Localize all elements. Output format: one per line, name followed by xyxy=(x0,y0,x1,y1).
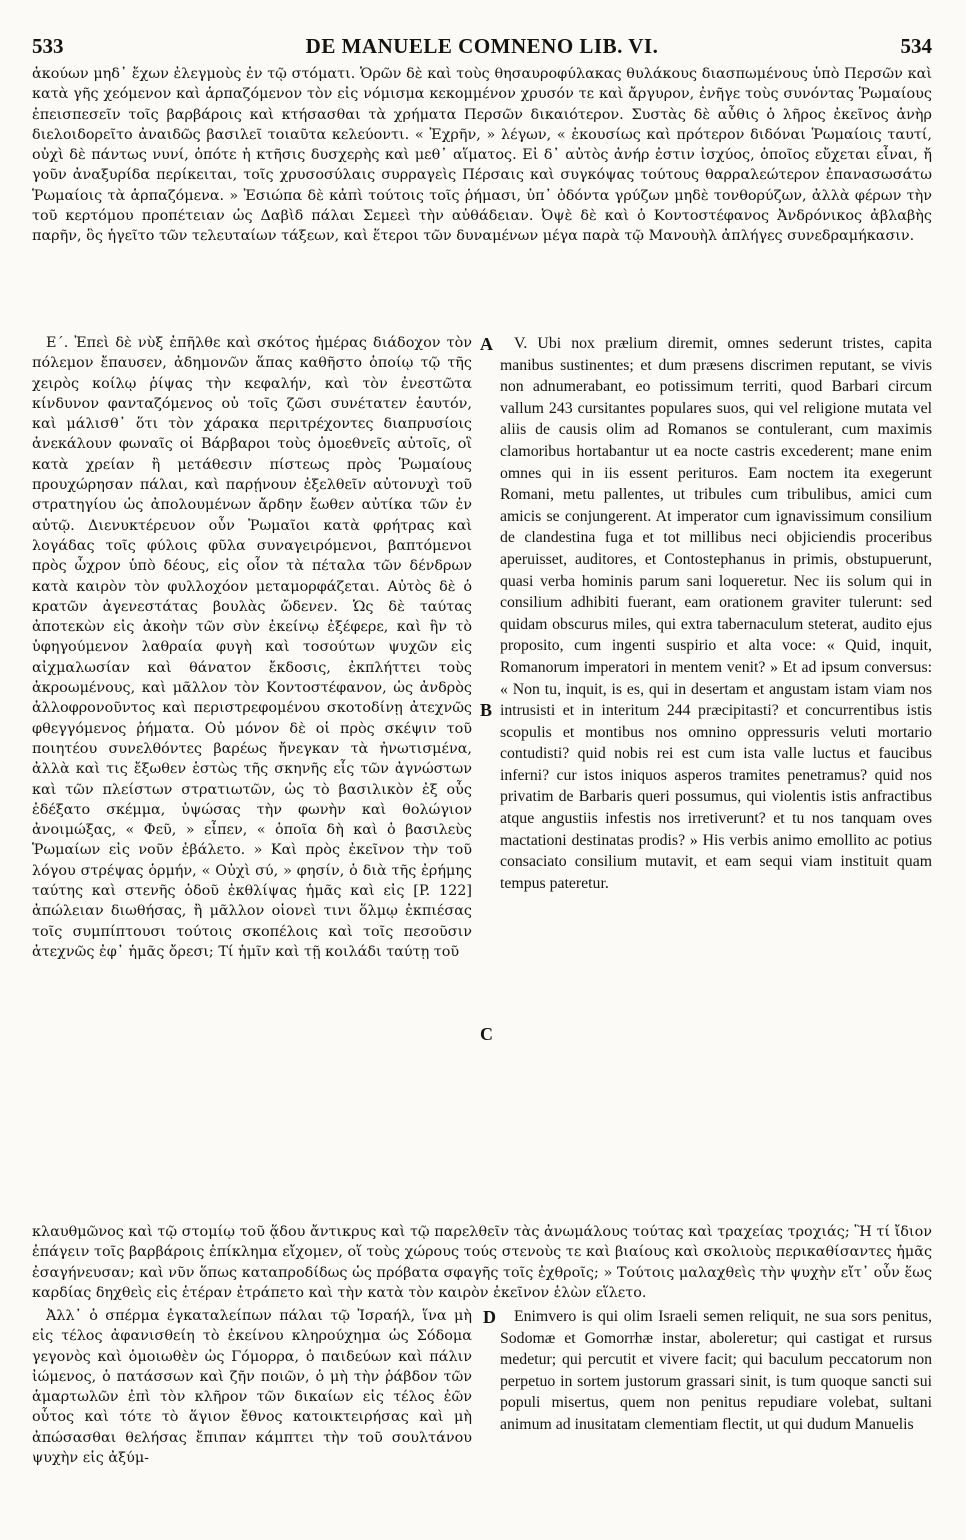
page-header xyxy=(32,34,932,60)
margin-marker-c: C xyxy=(480,1024,493,1044)
top-greek-paragraph: ἀκούων μηδ᾽ ἔχων ἐλεγμοὺς ἐν τῷ στόματι. Ὁρῶν δὲ καὶ τοὺς θησαυροφύλακας θυλάκους διασπωμένους ὑπὸ Περσῶν καὶ κατὰ γῆς χεόμενον καὶ ἁρπαζόμενον τὸν εἰς νόμισμα κεκομμένον χρυσόν τε καὶ ἄργυρον, ἐνῆγε τοὺς συνόντας Ῥωμαίους ἐπεισπεσεῖν τοῖς βαρβάροις καὶ κτήσασθαι τὰ χρήματα Περσῶν δικαιότερον. Συστὰς δὲ αὖθις ὁ λῆρος ἐκεῖνος ἀνὴρ διελοιδορεῖτο ἀναιδῶς βασιλεῖ τοιαῦτα κελεύοντι. « Ἐχρῆν, » λέγων, « ἑκουσίως καὶ πρότερον διδόναι Ῥωμαίοις ταυτί, οὐχὶ δὲ πάντως νυνί, ὁπότε ἡ κτῆσις δυσχερὴς καὶ μεθ᾽ αἵματος. Εἰ δ᾽ αὐτὸς ἀνήρ ἐστιν ἰσχύος, ὁποῖος εὔχεται εἶναι, ἤ γοῦν ἀναξυρίδα περίκειται, τοῖς χρυσοσύλαις συρραγεὶς Πέρσαις καὶ συγκόψας τούτους θαρραλεώτερον ἐπανασωσάτω Ῥωμαίοις τὰ ἁρπαζόμενα. » Ἐσιώπα δὲ κἀπὶ τούτοις τοῖς ῥήμασι, ὑπ᾽ ὀδόντα γρύζων μηδὲ τονθορύζων, ἀλλὰ φέρων τὴν τοῦ κερτόμου προπέτειαν ὡς Δαβὶδ πάλαι Σεμεεὶ τὴν αὐθάδειαν. Ὀψὲ δὲ καὶ ὁ Κοντοστέφανος Ἀνδρόνικος ἀβλαβὴς παρῆν, ὃς ἡγεῖτο τῶν τελευταίων τάξεων, καὶ ἕτεροι τῶν δυναμένων μέγα παρὰ τῷ Μανουὴλ ἀπλήγες συνεδραμήκασιν. xyxy=(32,66,932,245)
page-number-left: 533 xyxy=(32,34,64,58)
greek-continuation-paragraph: κλαυθμῶνος καὶ τῷ στομίῳ τοῦ ᾅδου ἄντικρυς καὶ τῷ παρελθεῖν τὰς ἀνωμάλους τούτας καὶ τραχείας τροχιάς; Ἢ τί ἴδιον ἐπάγειν τοῖς βαρβάροις ἐπίκλημα εἴχομεν, οἵ τοὺς χώρους τούς στενοὺς τε καὶ βιαίους καὶ σκολιοὺς περικαθίσαντες ἡμᾶς ἐσαγήνευσαν; καὶ νῦν ὅπως καταπροδίδως ὡς πρόβατα σφαγῆς τοῖς ἐχθροῖς; » Τούτοις μαλαχθεὶς τὴν ψυχὴν εἴτ᾽ οὖν ἕως καρδίας δηχθεὶς εἰς ἑτέραν ἐτράπετο καὶ τὴν κατὰ τὸν καιρὸν ἐκεῖνον ἑλὼν εἵλετο. xyxy=(32,1224,932,1301)
margin-marker-a: A xyxy=(480,334,493,354)
greek-paragraph-section-5: Ε΄. Ἐπεὶ δὲ νὺξ ἐπῆλθε καὶ σκότος ἡμέρας διάδοχον τὸν πόλεμον ἔπαυσεν, ἀδημονῶν ἅπας καθῆστο ὁποίῳ τῷ τῆς χειρὸς κοίλῳ ῥίψας τὴν κεφαλήν, καὶ τὸν ἐνεστῶτα κίνδυνον φανταζόμενος οὐ τοῖς ζῶσι συνέτατεν ἑαυτόν, καὶ μάλισθ᾽ ὅτι τὸν χάρακα περιτρέχοντες διαπρυσίοις ἀνεκάλουν φωναῖς οἱ Βάρβαροι τοὺς ὁμοεθνεῖς αὐτοῖς, οἳ κατὰ χρείαν ἢ μετάθεσιν πίστεως πρὸς Ῥωμαίους προυχώρησαν πάλαι, καὶ παρῄνουν ἐξελθεῖν αὐτονυχὶ τοῦ στρατηγίου ὡς ἀπολουμένων ἄρδην ἔωθεν αὐτίκα τῶν ἐν αὐτῷ. Διενυκτέρευον οὖν Ῥωμαῖοι κατὰ φρήτρας καὶ λογάδας τοῖς φύλοις φῦλα συναγειρόμενοι, βαπτόμενοι πρὸς ὦχρον ὑπὸ δέους, εἰς οἷον τὰ πέταλα τῶν δένδρων κατὰ καιρὸν τὸν φυλλοχόον μεταμορφάζεται. Αὐτὸς δὲ ὁ κρατῶν ἀγενεστάτας βουλὰς ὤδενεν. Ὡς δὲ ταύτας ἀποτεκὼν εἰς ἀκοὴν τῶν σὺν ἐκείνῳ ἐξέφερε, καὶ ἣν τὸ ὑφηγούμενον λαθραία φυγὴ καὶ τοσούτων ψυχῶν εἰς αἰχμαλωσίαν καὶ θάνατον ἔκδοσις, ἐκπλήττει τοὺς ἀκροωμένους, καὶ μᾶλλον τὸν Κοντοστέφανον, ὡς ἀνδρὸς ἀλλοφρονοῦντος καὶ περιστρεφομένου σκοτοδίνῃ ἀτεχνῶς φθεγγόμενος ῥήματα. Οὐ μόνον δὲ οἱ πρὸς σκέψιν τοῦ ποιητέου συνελθόντες βαρέως ἤνεγκαν τὰ ἠνωτισμένα, ἀλλὰ καὶ τις ἔξωθεν ἑστὼς τῆς σκηνῆς εἷς τῶν ἀγνώστων καὶ τῶν πλείστων στρατιωτῶν, ὡς τὸ βασιλικὸν ἐξ οὗς ἐδέξατο σκέμμα, ὑψώσας τὴν φωνὴν καὶ θολώγιον ἀνοιμώξας, « Φεῦ, » εἶπεν, « ὁποῖα δὴ καὶ ὁ βασιλεὺς Ῥωμαίων εἰς νοῦν ἐβάλετο. » Καὶ πρὸς ἐκεῖνον τὴν τοῦ λόγου στρέψας ὁρμήν, « Οὐχὶ σύ, » φησίν, ὁ διὰ τῆς ἐρήμης ταύτης καὶ στενῆς ὁδοῦ ἐκθλίψας ἡμᾶς καὶ εἰς [P. 122] ἀπώλειαν διωθήσας, ἢ μᾶλλον οἱονεὶ τινι ὅλμῳ ἐκπιέσας τοῖς συμπίπτουσι τούτοις σκοπέλοις καὶ τοῖς πεσοῦσιν ἀτεχνῶς ἐφ᾽ ἡμᾶς ὄρεσι; Τί ἡμῖν καὶ τῇ κοιλάδι ταύτῃ τοῦ xyxy=(32,335,472,960)
latin-column-section-5 xyxy=(500,333,932,894)
latin-paragraph-section-5: V. Ubi nox prælium diremit, omnes sederunt tristes, capita manibus sustinentes; et dum præsens discrimen reputant, se vivis non adnumerabant, eo potissimum territi, quod Barbari circum vallum 243 cursitantes populares suos, qui vel religione mutata vel aliis de causis olim ad Romanos se contulerant, cum maximis clamoribus hortabantur ut ea nocte castris excederent; mane enim omnes qui in iis essent perituros. Eam noctem ita exegerunt Romani, metu pallentes, ut tribules cum tribulibus, amici cum amicis se conjungerent. At imperator cum ignavissimum consilium de clandestina fuga et tot millibus neci objiciendis proceribus aperuisset, auditores, et Contostephanus in primis, obstupuerunt, quasi verba hominis parum sani loqueretur. Nec iis solum qui in consilium adhibiti fuerant, eam orationem graviter tulerunt: sed quidam obscurus miles, qui extra tabernaculum steterat, audito ejus proposito, cum ingenti suspirio et alta voce: « Quid, inquit, Romanorum imperatori in mentem venit? » Et ad ipsum conversus: « Non tu, inquit, is es, qui in desertam et angustam istam viam nos intrusisti et in interitum 244 præcipitasti? et concurrentibus istis scopulis et montibus nos omnino oppressuris veluti mortario contudisti? quid nobis rei est cum ista valle luctus et faucibus inferni? cur istos iniquos asperos tramites penetramus? quid nos privatim de Barbaris queri possumus, qui violentis istis anfractibus atque angustiis infestis nos irretiverunt? et tu nos tanquam oves mactationi destinatas prodis? » His verbis animo emollito ac potius consaciato consilium mutavit, et eam sequi viam instituit quam tempus pateretur. xyxy=(500,335,932,892)
margin-marker-d: D xyxy=(483,1307,496,1327)
greek-column-lower xyxy=(32,1306,472,1468)
greek-column-section-5 xyxy=(32,333,472,962)
greek-full-width-continuation xyxy=(32,1222,932,1303)
page-number-right: 534 xyxy=(900,34,932,58)
running-title: DE MANUELE COMNENO LIB. VI. xyxy=(305,34,659,58)
greek-paragraph-lower: Ἀλλ᾽ ὁ σπέρμα ἐγκαταλείπων πάλαι τῷ Ἰσραήλ, ἵνα μὴ εἰς τέλος ἀφανισθείη τὸ ἐκείνου κληρούχημα ὡς Σόδομα γεγονὸς καὶ ὁμοιωθὲν ὡς Γόμορρα, ὁ παιδεύων καὶ πάλιν ἰώμενος, ὁ πατάσσων καὶ ζῆν ποιῶν, ὁ μὴ τὴν ῥάβδον τῶν ἁμαρτωλῶν ἐπὶ τὸν κλῆρον τῶν δικαίων εἰς τέλος ἐῶν οὗτος καὶ τότε τὸ ἅγιον ἔθνος κατοικτειρήσας καὶ μὴ ἀπώσασθαι θελήσας ἔπιπαν κάμπτει τὴν τοῦ σουλτάνου ψυχὴν εἰς ἀξύμ- xyxy=(32,1308,472,1467)
margin-marker-b: B xyxy=(480,700,493,720)
latin-column-lower xyxy=(500,1306,932,1436)
top-greek-block xyxy=(32,64,932,247)
latin-paragraph-lower: Enimvero is qui olim Israeli semen reliquit, ne sua sors penitus, Sodomæ et Gomorrhæ instar, aboleretur; qui castigat et rursus medetur; qui percutit et vivere facit; qui baculum peccatorum non perpetuo in sortem justorum grassari sinit, is tum quoque sancti sui populi misertus, quem non penitus repudiare volebat, sultani animum ad inusitatam clementiam flectit, ut qui dudum Manuelis xyxy=(500,1308,932,1433)
